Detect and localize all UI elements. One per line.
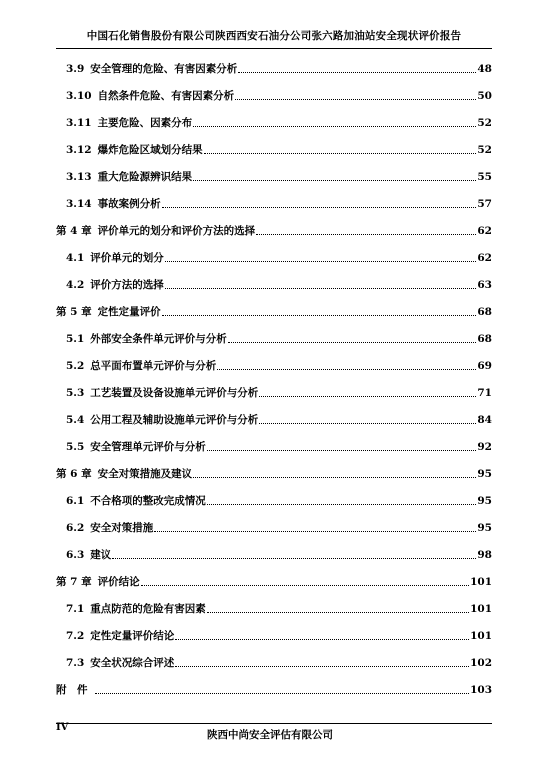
toc-entry-page: 57 xyxy=(477,198,492,210)
toc-entry-number: 3.10 xyxy=(66,90,92,102)
toc-entry[interactable] xyxy=(56,60,492,76)
toc-entry[interactable] xyxy=(56,141,492,157)
toc-entry-title: 不合格项的整改完成情况 xyxy=(90,495,206,507)
toc-entry-page: 68 xyxy=(477,333,492,345)
toc-entry-page: 52 xyxy=(477,144,492,156)
toc-entry-title: 重大危险源辨识结果 xyxy=(97,171,193,183)
toc-entry-number: 5.3 xyxy=(66,387,85,399)
toc-entry-title: 主要危险、因素分布 xyxy=(97,117,193,129)
toc-entry-number: 5.2 xyxy=(66,360,85,372)
toc-entry[interactable] xyxy=(56,276,492,292)
toc-entry-number: 5.1 xyxy=(66,333,85,345)
toc-entry-page: 92 xyxy=(477,441,492,453)
toc-entry-number: 第 6 章 xyxy=(56,468,92,480)
toc-entry-number: 5.4 xyxy=(66,414,85,426)
toc-entry-title: 自然条件危险、有害因素分析 xyxy=(97,90,235,102)
toc-entry-page: 95 xyxy=(477,522,492,534)
toc-leader-dots xyxy=(235,99,476,100)
toc-entry-title: 总平面布置单元评价与分析 xyxy=(90,360,217,372)
toc-entry-number: 3.11 xyxy=(66,117,92,129)
toc-entry-page: 98 xyxy=(477,549,492,561)
toc-entry[interactable] xyxy=(56,654,492,670)
toc-entry[interactable] xyxy=(56,465,492,481)
toc-entry[interactable] xyxy=(56,114,492,130)
toc-entry[interactable] xyxy=(56,222,492,238)
toc-leader-dots xyxy=(193,477,476,478)
toc-leader-dots xyxy=(141,585,469,586)
toc-leader-dots xyxy=(204,153,477,154)
toc-entry-title: 建议 xyxy=(90,549,112,561)
toc-entry-title: 工艺装置及设备设施单元评价与分析 xyxy=(90,387,259,399)
toc-entry-title: 安全管理的危险、有害因素分析 xyxy=(90,63,238,75)
toc-entry-number: 3.14 xyxy=(66,198,92,210)
toc-entry-page: 68 xyxy=(477,306,492,318)
toc-leader-dots xyxy=(165,288,477,289)
toc-entry-page: 101 xyxy=(470,630,492,642)
toc-entry-page: 95 xyxy=(477,468,492,480)
toc-entry[interactable] xyxy=(56,438,492,454)
toc-entry-number: 附 件 xyxy=(56,684,88,696)
toc-entry-page: 101 xyxy=(470,576,492,588)
toc-leader-dots xyxy=(217,369,476,370)
toc-leader-dots xyxy=(112,558,476,559)
toc-entry-number: 7.2 xyxy=(66,630,85,642)
toc-entry-number: 4.2 xyxy=(66,279,85,291)
toc-entry-page: 62 xyxy=(477,252,492,264)
page-number: IV xyxy=(56,722,69,733)
toc-entry-page: 55 xyxy=(477,171,492,183)
toc-entry-title: 安全管理单元评价与分析 xyxy=(90,441,206,453)
toc-leader-dots xyxy=(162,315,477,316)
toc-entry-title: 评价方法的选择 xyxy=(90,279,164,291)
toc-entry-page: 69 xyxy=(477,360,492,372)
footer-rule xyxy=(56,723,492,724)
toc-entry[interactable] xyxy=(56,492,492,508)
toc-leader-dots xyxy=(162,207,477,208)
toc-entry-title: 评价单元的划分和评价方法的选择 xyxy=(97,225,256,237)
toc-entry-page: 63 xyxy=(477,279,492,291)
toc-entry-title: 定性定量评价结论 xyxy=(90,630,175,642)
toc-entry[interactable] xyxy=(56,573,492,589)
toc-entry[interactable] xyxy=(56,627,492,643)
toc-entry-page: 52 xyxy=(477,117,492,129)
toc-entry-page: 95 xyxy=(477,495,492,507)
toc-entry-number: 4.1 xyxy=(66,252,85,264)
toc-leader-dots xyxy=(256,234,476,235)
toc-entry-title: 公用工程及辅助设施单元评价与分析 xyxy=(90,414,259,426)
toc-entry-title: 重点防范的危险有害因素 xyxy=(90,603,206,615)
toc-entry-title: 评价单元的划分 xyxy=(90,252,164,264)
toc-entry-page: 62 xyxy=(477,225,492,237)
toc-entry-title: 定性定量评价 xyxy=(97,306,161,318)
toc-entry-number: 5.5 xyxy=(66,441,85,453)
toc-entry-page: 84 xyxy=(477,414,492,426)
toc-entry-number: 3.13 xyxy=(66,171,92,183)
footer-company: 陕西中尚安全评估有限公司 xyxy=(207,729,333,741)
toc-entry-title: 评价结论 xyxy=(97,576,140,588)
toc-leader-dots xyxy=(175,666,469,667)
toc-entry-number: 第 5 章 xyxy=(56,306,92,318)
toc-entry-number: 第 4 章 xyxy=(56,225,92,237)
toc-leader-dots xyxy=(238,72,476,73)
toc-entry[interactable] xyxy=(56,519,492,535)
toc-entry-title: 安全状况综合评述 xyxy=(90,657,175,669)
toc-entry[interactable] xyxy=(56,195,492,211)
toc-leader-dots xyxy=(175,639,469,640)
toc-entry-number: 6.2 xyxy=(66,522,85,534)
toc-entry[interactable] xyxy=(56,681,492,697)
toc-leader-dots xyxy=(154,531,476,532)
toc-entry-page: 102 xyxy=(470,657,492,669)
toc-entry-number: 7.1 xyxy=(66,603,85,615)
toc-entry-page: 103 xyxy=(470,684,492,696)
toc-entry[interactable] xyxy=(56,303,492,319)
toc-entry[interactable] xyxy=(56,357,492,373)
toc-entry-page: 71 xyxy=(477,387,492,399)
toc-leader-dots xyxy=(193,126,476,127)
toc-entry[interactable] xyxy=(56,330,492,346)
toc-entry-title: 事故案例分析 xyxy=(97,198,161,210)
toc-leader-dots xyxy=(207,504,477,505)
toc-entry[interactable] xyxy=(56,87,492,103)
toc-entry-number: 3.12 xyxy=(66,144,92,156)
toc-leader-dots xyxy=(207,450,477,451)
toc-leader-dots xyxy=(193,180,476,181)
toc-leader-dots xyxy=(228,342,477,343)
toc-entry-page: 101 xyxy=(470,603,492,615)
toc-entry-title: 外部安全条件单元评价与分析 xyxy=(90,333,227,345)
toc-leader-dots xyxy=(259,396,476,397)
running-header: 中国石化销售股份有限公司陕西西安石油分公司张六路加油站安全现状评价报告 xyxy=(56,28,492,49)
toc-entry[interactable] xyxy=(56,411,492,427)
toc-entry-number: 6.3 xyxy=(66,549,85,561)
toc-leader-dots xyxy=(207,612,469,613)
toc-entry-number: 7.3 xyxy=(66,657,85,669)
toc-entry[interactable] xyxy=(56,168,492,184)
toc-entry[interactable] xyxy=(56,546,492,562)
toc-entry[interactable] xyxy=(56,384,492,400)
toc-entry-number: 3.9 xyxy=(66,63,85,75)
toc-entry-title: 安全对策措施及建议 xyxy=(97,468,193,480)
toc-entry-page: 48 xyxy=(477,63,492,75)
toc-entry-title: 爆炸危险区域划分结果 xyxy=(97,144,203,156)
toc-entry[interactable] xyxy=(56,249,492,265)
toc-leader-dots xyxy=(165,261,477,262)
toc-entry-number: 6.1 xyxy=(66,495,85,507)
toc-entry-number: 第 7 章 xyxy=(56,576,92,588)
toc-leader-dots xyxy=(95,693,470,694)
toc-entry-page: 50 xyxy=(477,90,492,102)
toc-entry-title: 安全对策措施 xyxy=(90,522,154,534)
toc-leader-dots xyxy=(259,423,476,424)
toc-entry[interactable] xyxy=(56,600,492,616)
